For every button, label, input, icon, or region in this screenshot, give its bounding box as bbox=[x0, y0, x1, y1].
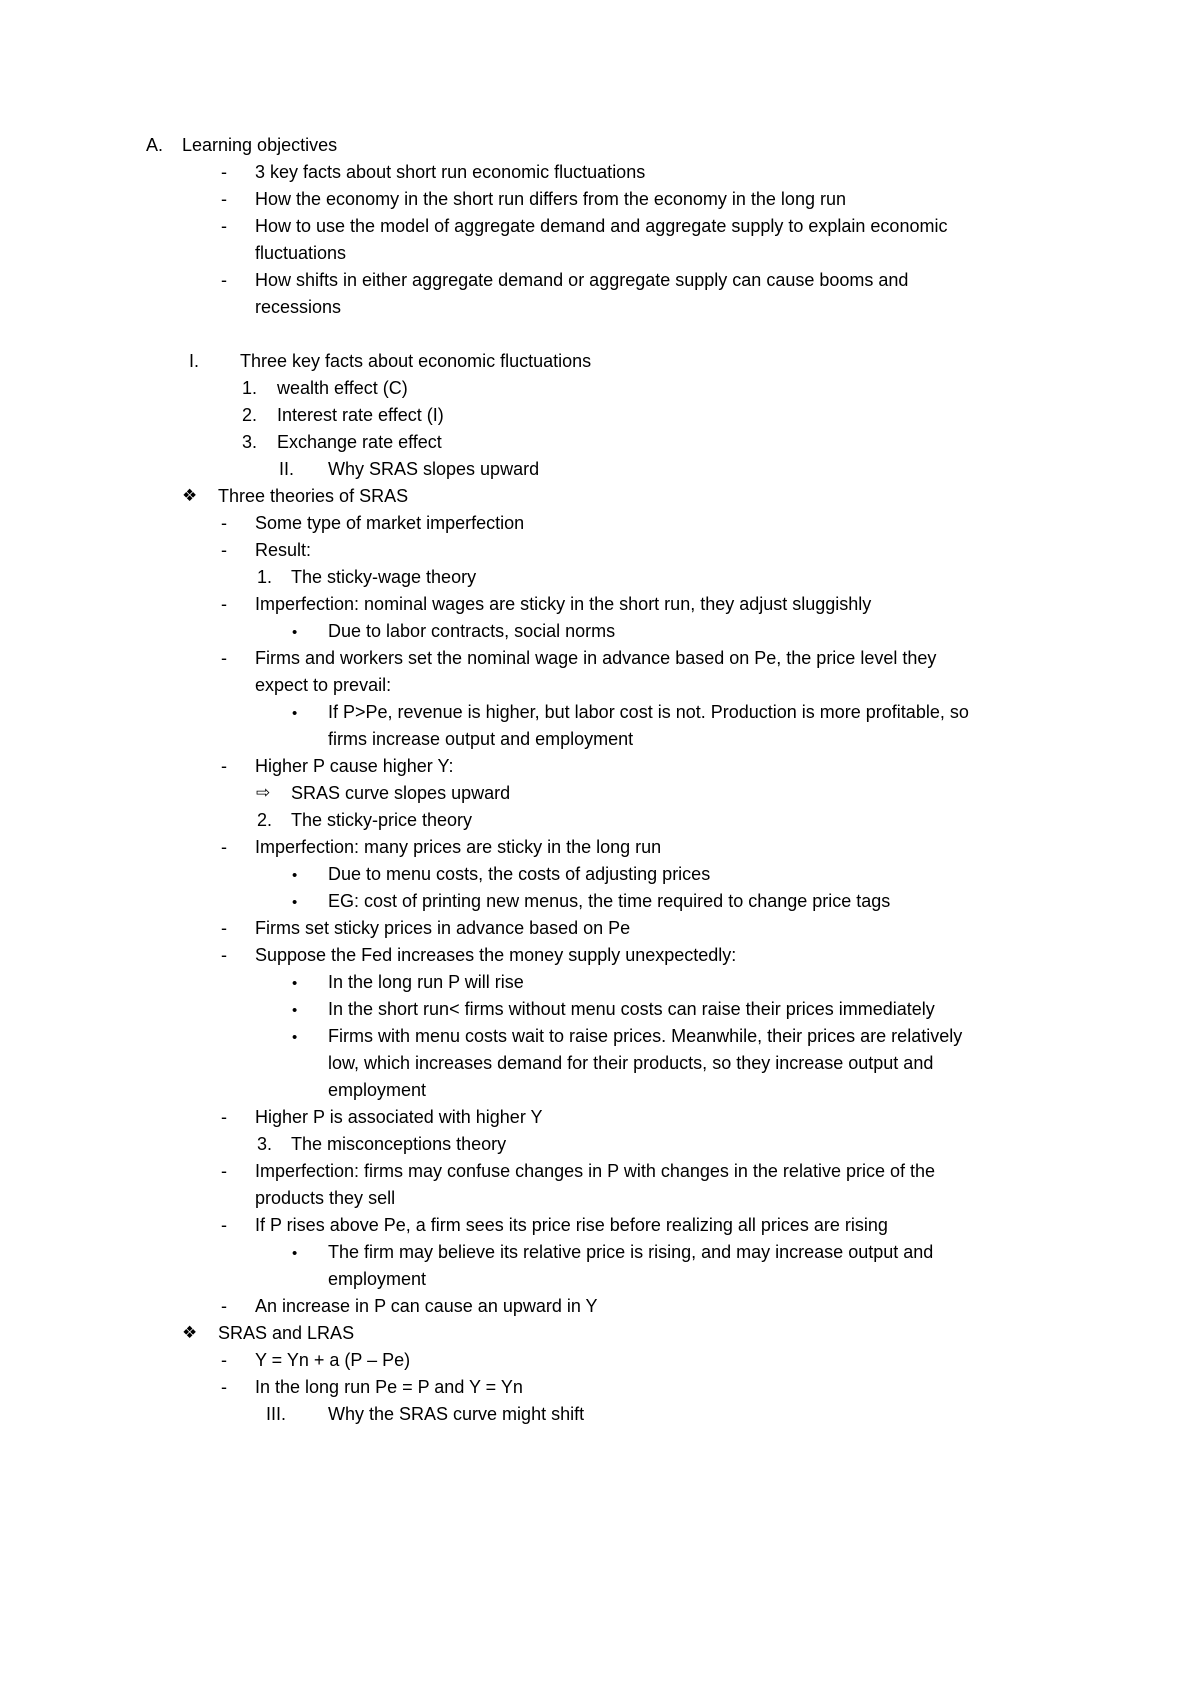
line-text: fluctuations bbox=[255, 243, 347, 263]
line-text: Three key facts about economic fluctuations bbox=[240, 351, 592, 371]
line-text: Firms with menu costs wait to raise prices. Meanwhile, their prices are relatively bbox=[328, 1026, 963, 1046]
line-text: If P rises above Pe, a firm sees its price rise before realizing all prices are rising bbox=[255, 1215, 888, 1235]
dash-marker: - bbox=[221, 756, 227, 776]
line-text: employment bbox=[328, 1269, 427, 1289]
line-text: Imperfection: many prices are sticky in the long run bbox=[255, 837, 662, 857]
list-marker: 1. bbox=[257, 567, 273, 587]
dash-marker: - bbox=[221, 945, 227, 965]
line-text: 3 key facts about short run economic fluctuations bbox=[255, 162, 646, 182]
line-text: wealth effect (C) bbox=[277, 378, 408, 398]
line-text: Why SRAS slopes upward bbox=[328, 459, 540, 479]
dash-marker: - bbox=[221, 1350, 227, 1370]
list-marker: 2. bbox=[257, 810, 273, 830]
bullet-dot-icon: • bbox=[292, 894, 298, 911]
line-text: recessions bbox=[255, 297, 342, 317]
dash-marker: - bbox=[221, 648, 227, 668]
line-text: In the long run Pe = P and Y = Yn bbox=[255, 1377, 523, 1397]
dash-marker: - bbox=[221, 270, 227, 290]
line-text: Exchange rate effect bbox=[277, 432, 442, 452]
list-marker: 3. bbox=[257, 1134, 273, 1154]
dash-marker: - bbox=[221, 1296, 227, 1316]
line-text: employment bbox=[328, 1080, 427, 1100]
dash-marker: - bbox=[221, 216, 227, 236]
line-text: How the economy in the short run differs from the economy in the long run bbox=[255, 189, 846, 209]
dash-marker: - bbox=[221, 189, 227, 209]
line-text: In the long run P will rise bbox=[328, 972, 524, 992]
list-marker: A. bbox=[146, 135, 164, 155]
diamond-bullet-icon: ❖ bbox=[182, 486, 198, 505]
line-text: Learning objectives bbox=[182, 135, 338, 155]
line-text: Three theories of SRAS bbox=[218, 486, 409, 506]
dash-marker: - bbox=[221, 1215, 227, 1235]
bullet-dot-icon: • bbox=[292, 624, 298, 641]
list-marker: 3. bbox=[242, 432, 258, 452]
line-text: How shifts in either aggregate demand or aggregate supply can cause booms and bbox=[255, 270, 909, 290]
line-text: The sticky-price theory bbox=[291, 810, 473, 830]
dash-marker: - bbox=[221, 837, 227, 857]
bullet-dot-icon: • bbox=[292, 1245, 298, 1262]
dash-marker: - bbox=[221, 918, 227, 938]
right-arrow-icon: ⇨ bbox=[256, 783, 271, 802]
list-marker: III. bbox=[266, 1404, 287, 1424]
line-text: EG: cost of printing new menus, the time required to change price tags bbox=[328, 891, 891, 911]
line-text: Interest rate effect (I) bbox=[277, 405, 444, 425]
line-text: Imperfection: nominal wages are sticky in the short run, they adjust sluggishly bbox=[255, 594, 872, 614]
line-text: Firms and workers set the nominal wage in advance based on Pe, the price level they bbox=[255, 648, 937, 668]
dash-marker: - bbox=[221, 594, 227, 614]
line-text: products they sell bbox=[255, 1188, 396, 1208]
line-text: low, which increases demand for their products, so they increase output and bbox=[328, 1053, 934, 1073]
line-text: The firm may believe its relative price is rising, and may increase output and bbox=[328, 1242, 934, 1262]
line-text: Due to labor contracts, social norms bbox=[328, 621, 616, 641]
dash-marker: - bbox=[221, 1377, 227, 1397]
line-text: firms increase output and employment bbox=[328, 729, 634, 749]
line-text: SRAS and LRAS bbox=[218, 1323, 355, 1343]
bullet-dot-icon: • bbox=[292, 705, 298, 722]
line-text: Y = Yn + a (P – Pe) bbox=[255, 1350, 411, 1370]
line-text: The misconceptions theory bbox=[291, 1134, 507, 1154]
dash-marker: - bbox=[221, 540, 227, 560]
list-marker: I. bbox=[189, 351, 200, 371]
line-text: Some type of market imperfection bbox=[255, 513, 525, 533]
bullet-dot-icon: • bbox=[292, 975, 298, 992]
dash-marker: - bbox=[221, 162, 227, 182]
dash-marker: - bbox=[221, 513, 227, 533]
line-text: expect to prevail: bbox=[255, 675, 392, 695]
dash-marker: - bbox=[221, 1161, 227, 1181]
line-text: Firms set sticky prices in advance based on Pe bbox=[255, 918, 631, 938]
line-text: Higher P cause higher Y: bbox=[255, 756, 454, 776]
bullet-dot-icon: • bbox=[292, 867, 298, 884]
line-text: How to use the model of aggregate demand and aggregate supply to explain economic bbox=[255, 216, 948, 236]
line-text: Why the SRAS curve might shift bbox=[328, 1404, 585, 1424]
line-text: Due to menu costs, the costs of adjusting prices bbox=[328, 864, 711, 884]
list-marker: II. bbox=[279, 459, 295, 479]
bullet-dot-icon: • bbox=[292, 1002, 298, 1019]
bullet-dot-icon: • bbox=[292, 1029, 298, 1046]
line-text: The sticky-wage theory bbox=[291, 567, 477, 587]
line-text: Higher P is associated with higher Y bbox=[255, 1107, 543, 1127]
line-text: Imperfection: firms may confuse changes in P with changes in the relative price of the bbox=[255, 1161, 936, 1181]
line-text: In the short run< firms without menu costs can raise their prices immediately bbox=[328, 999, 935, 1019]
line-text: An increase in P can cause an upward in Y bbox=[255, 1296, 598, 1316]
line-text: If P>Pe, revenue is higher, but labor cost is not. Production is more profitable, so bbox=[328, 702, 969, 722]
diamond-bullet-icon: ❖ bbox=[182, 1323, 198, 1342]
line-text: Suppose the Fed increases the money supply unexpectedly: bbox=[255, 945, 737, 965]
line-text: Result: bbox=[255, 540, 312, 560]
list-marker: 1. bbox=[242, 378, 258, 398]
list-marker: 2. bbox=[242, 405, 258, 425]
dash-marker: - bbox=[221, 1107, 227, 1127]
line-text: SRAS curve slopes upward bbox=[291, 783, 511, 803]
